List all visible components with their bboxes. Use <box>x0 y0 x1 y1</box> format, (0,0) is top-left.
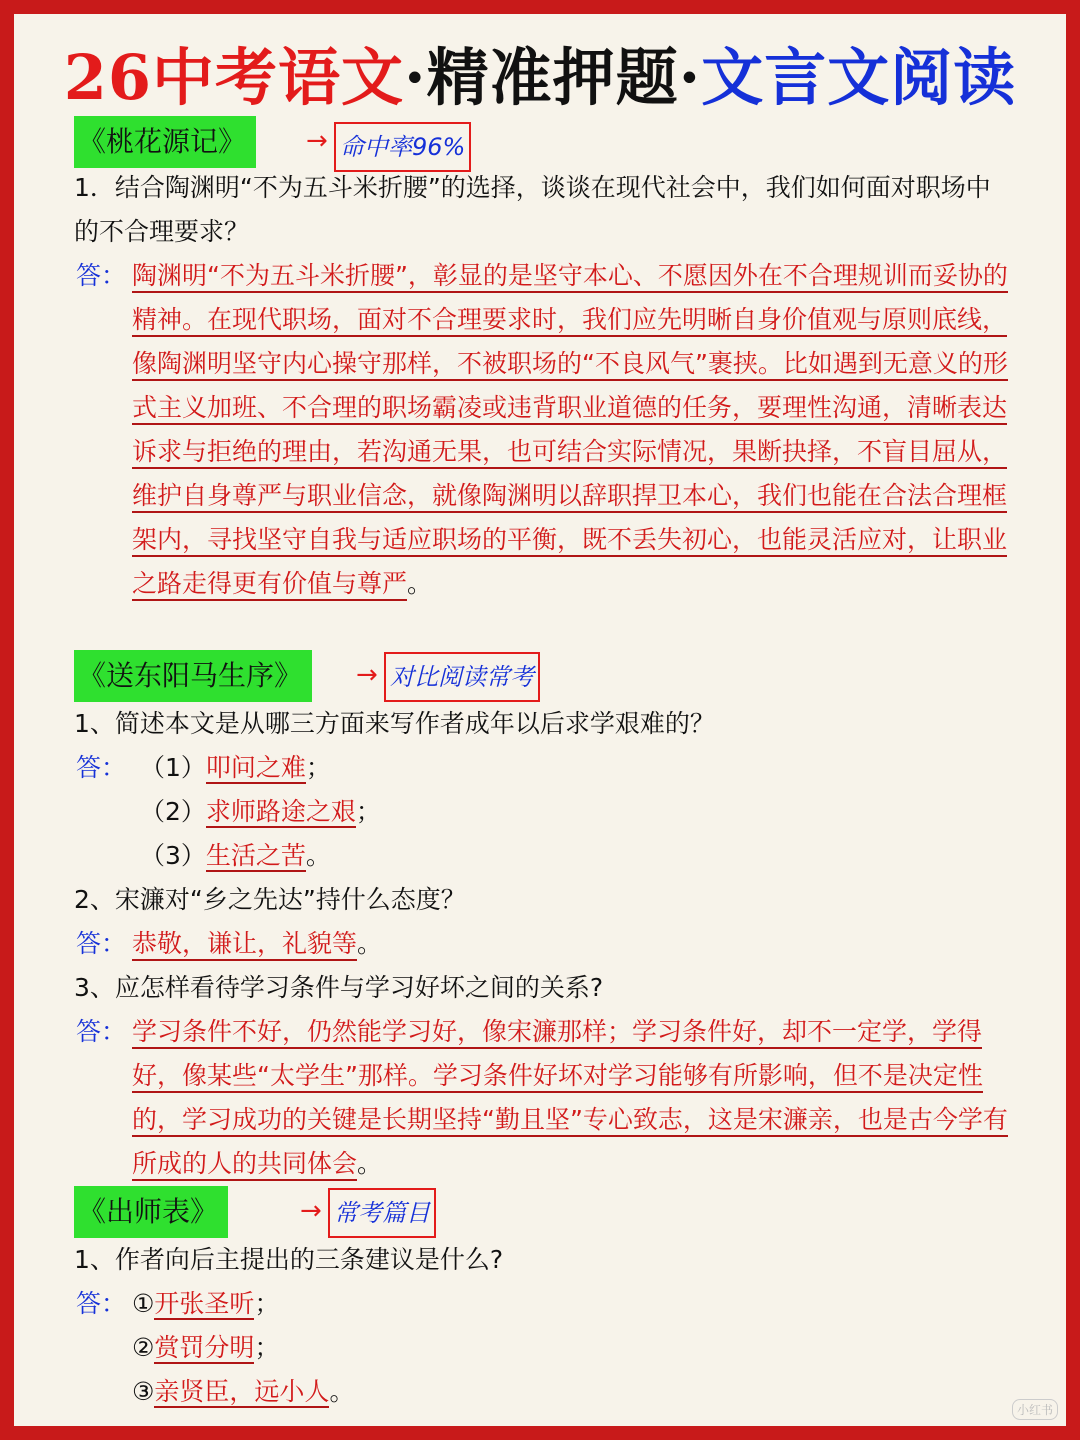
list-item <box>140 834 331 878</box>
answer-body: 陶渊明“不为五斗米折腰”，彰显的是坚守本心、不愿因外在不合理规训而妥协的精神。在现代职场，面对不合理要求时，我们应先明晰自身价值观与原则底线，像陶渊明坚守内心操守那样，不被职场的“不良风气”裹挟。比如遇到无意义的形式主义加班、不合理的职场霸凌或违背职业道德的任务，要理性沟通，清晰表达诉求与拒绝的理由，若沟通无果，也可结合实际情况，果断抉择，不盲目屈从，维护自身尊严与职业信念，就像陶渊明以辞职捍卫本心，我们也能在合法合理框架内，寻找坚守自我与适应职场的平衡，既不丢失初心，也能灵活应对，让职业之路走得更有价值与尊严 <box>132 261 1008 601</box>
item-number: （2） <box>140 797 206 826</box>
note-box: 常考篇目 <box>328 1188 436 1238</box>
question-text: 1．结合陶渊明“不为五斗米折腰”的选择，谈谈在现代社会中，我们如何面对职场中的不合理要求？ <box>74 173 991 246</box>
question-text: 3、应怎样看待学习条件与学习好坏之间的关系? <box>74 973 604 1002</box>
page <box>14 14 1066 1426</box>
answer-label: 答： <box>76 929 127 958</box>
arrow-icon: → <box>356 660 378 690</box>
answer-label: 答： <box>76 1289 127 1318</box>
answer-end: 。 <box>357 929 383 958</box>
question-text: 2、宋濂对“乡之先达”持什么态度？ <box>74 885 466 914</box>
title-part-3: 文言文阅读 <box>701 41 1017 114</box>
title-part-1: 26中考语文 <box>63 41 405 114</box>
item-number: （3） <box>140 841 206 870</box>
section-tag: 《出师表》 <box>74 1186 228 1238</box>
answer-text <box>132 254 1010 606</box>
item-end: ； <box>254 1333 280 1362</box>
item-number: ② <box>132 1333 155 1362</box>
arrow-icon: → <box>300 1196 322 1226</box>
item-text: 亲贤臣，远小人 <box>154 1377 330 1406</box>
answer-label: 答： <box>76 1017 127 1046</box>
item-end: ； <box>305 753 331 782</box>
title-part-2: ·精准押题· <box>404 41 702 114</box>
section-header-chushibiao <box>74 1186 494 1242</box>
answer-end: 。 <box>407 569 433 598</box>
arrow-icon: → <box>306 126 328 156</box>
answer-text <box>132 922 1010 966</box>
watermark: 小红书 <box>1012 1399 1058 1420</box>
item-number: （1） <box>140 753 206 782</box>
item-text: 赏罚分明 <box>154 1333 255 1362</box>
note-box: 对比阅读常考 <box>384 652 540 702</box>
list-item <box>140 746 331 790</box>
item-end: ； <box>254 1289 280 1318</box>
item-end: ； <box>355 797 381 826</box>
item-text: 生活之苦 <box>205 841 306 870</box>
item-end: 。 <box>329 1377 355 1406</box>
item-text: 叩问之难 <box>205 753 306 782</box>
page-title <box>14 28 1066 117</box>
item-text: 开张圣听 <box>154 1289 255 1318</box>
note-box: 命中率96% <box>334 122 471 172</box>
question-text: 1、简述本文是从哪三方面来写作者成年以后求学艰难的？ <box>74 709 715 738</box>
item-text: 求师路途之艰 <box>205 797 356 826</box>
answer-label: 答： <box>76 261 127 290</box>
answer-body: 学习条件不好，仍然能学习好，像宋濂那样；学习条件好，却不一定学，学得好，像某些“太学生”那样。学习条件好坏对学习能够有所影响，但不是决定性的，学习成功的关键是长期坚持“勤且坚”专心致志，这是宋濂亲，也是古今学有所成的人的共同体会 <box>132 1017 1008 1181</box>
list-item <box>132 1370 354 1414</box>
answer-label: 答： <box>76 753 127 782</box>
section-tag: 《桃花源记》 <box>74 116 256 168</box>
answer-end: 。 <box>357 1149 383 1178</box>
question-text: 1、作者向后主提出的三条建议是什么? <box>74 1245 504 1274</box>
list-item <box>132 1282 279 1326</box>
item-end: 。 <box>305 841 331 870</box>
item-number: ③ <box>132 1377 155 1406</box>
section-tag: 《送东阳马生序》 <box>74 650 312 702</box>
list-item <box>132 1326 279 1370</box>
item-number: ① <box>132 1289 155 1318</box>
answer-body: 恭敬，谦让，礼貌等 <box>132 929 357 961</box>
answer-text <box>132 1010 1010 1186</box>
section-header-taohuayuan <box>74 116 574 172</box>
section-header-songdongyang <box>74 650 614 706</box>
list-item <box>140 790 381 834</box>
